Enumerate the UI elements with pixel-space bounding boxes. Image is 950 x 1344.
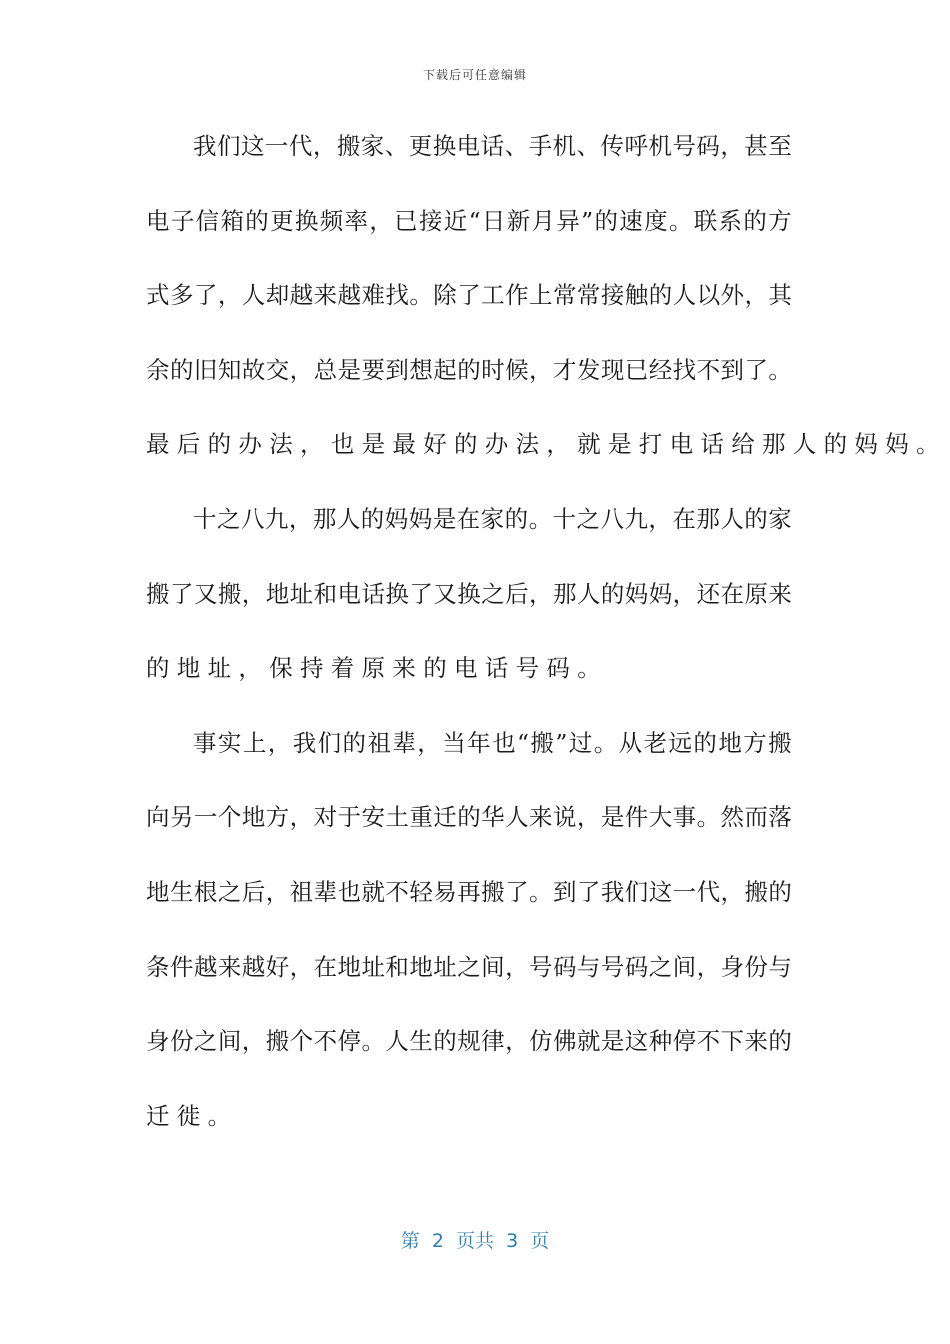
text-line: 最后的办法，也是最好的办法，就是打电话给那人的妈妈。 — [146, 430, 947, 459]
text-line: 迁徙。 — [146, 1101, 239, 1130]
page-number — [0, 1226, 950, 1253]
text-line: 的地址，保持着原来的电话号码。 — [146, 654, 608, 683]
text-line: 十 之 八 九 ， 那 人 的 妈 妈 是 在 家 的 。 十 之 八 九 ， 在 那 人 的 家 — [193, 505, 792, 533]
text-line: 事 实 上 ， 我 们 的 祖 辈 ， 当 年 也 “ 搬 ” 过 。 从 老 远 的 地 方 搬 — [193, 728, 792, 757]
text-line: 余 的 旧 知 故 交 ， 总 是 要 到 想 起 的 时 候 ， 才 发 现 已 经 找 不 到 了 。 — [146, 355, 792, 384]
text-line: 身 份 之 间 ， 搬 个 不 停 。 人 生 的 规 律 ， 仿 佛 就 是 这 种 停 不 下 来 的 — [146, 1027, 792, 1056]
header-note: 下载后可任意编辑 — [422, 68, 527, 82]
text-line: 地 生 根 之 后 ， 祖 辈 也 就 不 轻 易 再 搬 了 。 到 了 我 们 这 一 代 ， 搬 的 — [146, 878, 792, 906]
text-line: 式 多 了 ， 人 却 越 来 越 难 找 。 除 了 工 作 上 常 常 接 触 的 人 以 外 ， 其 — [146, 281, 792, 310]
text-line: 向 另 一 个 地 方 ， 对 于 安 土 重 迁 的 华 人 来 说 ， 是 件 大 事 。 然 而 落 — [146, 803, 792, 832]
text-line: 条 件 越 来 越 好 ， 在 地 址 和 地 址 之 间 ， 号 码 与 号 码 之 间 ， 身 份 与 — [146, 952, 792, 981]
text-line: 电 子 信 箱 的 更 换 频 率 ， 已 接 近 “ 日 新 月 异 ” 的 速 度 。 联 系 的 方 — [146, 206, 792, 235]
page-number-label: 第 2 页共 3 页 — [400, 1230, 550, 1252]
text-line: 我 们 这 一 代 ， 搬 家 、 更 换 电 话 、 手 机 、 传 呼 机 号 码 ， 甚 至 — [193, 132, 792, 160]
text-line: 搬 了 又 搬 ， 地 址 和 电 话 换 了 又 换 之 后 ， 那 人 的 妈 妈 ， 还 在 原 来 — [146, 579, 792, 608]
